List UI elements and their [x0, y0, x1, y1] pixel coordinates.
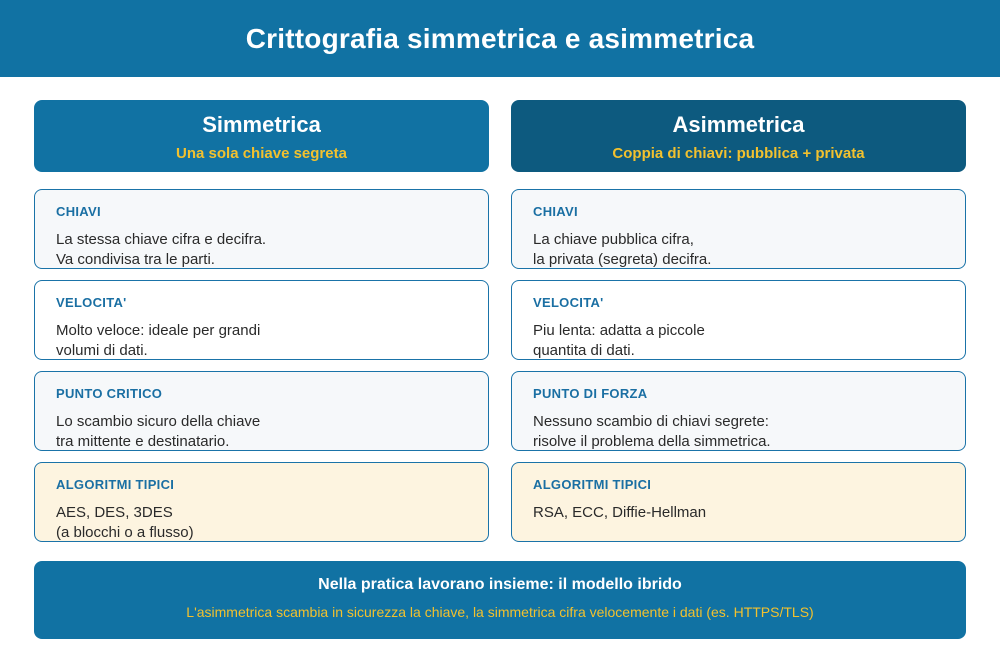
hybrid-model-footer [34, 561, 966, 639]
card-text-line: La chiave pubblica cifra, [533, 231, 694, 248]
card-label: ALGORITMI TIPICI [533, 477, 652, 492]
asymmetric-column [511, 100, 966, 521]
card-text [533, 503, 944, 523]
page-title: Crittografia simmetrica e asimmetrica [245, 22, 755, 54]
symmetric-subtitle: Una sola chiave segreta [176, 145, 347, 162]
card-text [533, 412, 944, 452]
footer-title: Nella pratica lavorano insieme: il modello ibrido [318, 576, 682, 593]
card-label: VELOCITA' [533, 295, 604, 310]
asymmetric-header [511, 100, 966, 172]
card-text [56, 230, 467, 270]
card-label: PUNTO DI FORZA [533, 386, 648, 401]
symmetric-header [34, 100, 489, 172]
card-text-line: la privata (segreta) decifra. [533, 251, 712, 268]
symmetric-critical-point-card [34, 371, 489, 451]
card-text-line: Lo scambio sicuro della chiave [56, 413, 261, 430]
symmetric-keys-card [34, 189, 489, 269]
card-text [56, 412, 467, 452]
symmetric-algorithms-card [34, 462, 489, 542]
card-text-line: Va condivisa tra le parti. [56, 251, 215, 268]
card-text-line: risolve il problema della simmetrica. [533, 433, 771, 450]
symmetric-title: Simmetrica [202, 112, 321, 137]
symmetric-speed-card [34, 280, 489, 360]
card-label: CHIAVI [56, 204, 101, 219]
asymmetric-title: Asimmetrica [672, 112, 805, 137]
asymmetric-strength-card [511, 371, 966, 451]
card-text-line: RSA, ECC, Diffie-Hellman [533, 504, 707, 521]
card-text-line: AES, DES, 3DES [56, 504, 173, 521]
card-text-line: Nessuno scambio di chiavi segrete: [533, 413, 769, 430]
card-label: VELOCITA' [56, 295, 127, 310]
card-text-line: La stessa chiave cifra e decifra. [56, 231, 267, 248]
card-text-line: Piu lenta: adatta a piccole [533, 322, 705, 339]
card-text-line: Molto veloce: ideale per grandi [56, 322, 261, 339]
card-label: PUNTO CRITICO [56, 386, 163, 401]
asymmetric-subtitle: Coppia di chiavi: pubblica + privata [612, 145, 865, 162]
footer-subtitle: L'asimmetrica scambia in sicurezza la chiave, la simmetrica cifra velocemente i dati (es. HTTPS/TLS) [186, 604, 814, 620]
card-text [56, 503, 467, 543]
card-text [56, 321, 467, 361]
card-text [533, 321, 944, 361]
asymmetric-speed-card [511, 280, 966, 360]
asymmetric-algorithms-card [511, 462, 966, 542]
symmetric-column [34, 100, 489, 541]
card-label: CHIAVI [533, 204, 578, 219]
card-label: ALGORITMI TIPICI [56, 477, 175, 492]
title-banner [0, 0, 1000, 77]
card-text-line: volumi di dati. [56, 342, 148, 359]
card-text-line: (a blocchi o a flusso) [56, 524, 194, 541]
card-text-line: quantita di dati. [533, 342, 635, 359]
card-text-line: tra mittente e destinatario. [56, 433, 230, 450]
card-text [533, 230, 944, 270]
asymmetric-keys-card [511, 189, 966, 269]
